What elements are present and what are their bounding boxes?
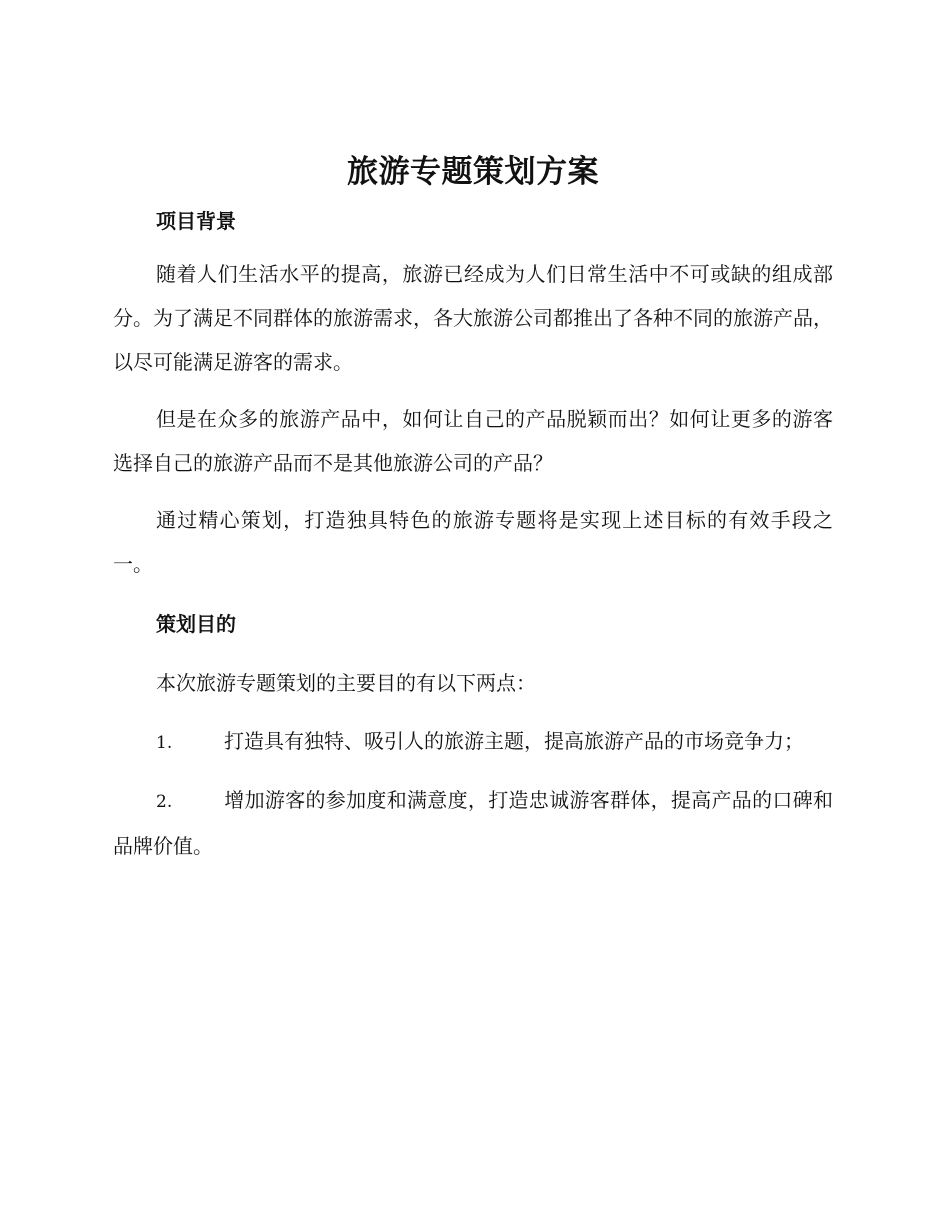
objectives-intro: 本次旅游专题策划的主要目的有以下两点： bbox=[156, 671, 536, 695]
list-item-text: 增加游客的参加度和满意度，打造忠诚游客群体，提高产品的口碑和品牌价值。 bbox=[113, 788, 833, 858]
background-paragraph-1: 随着人们生活水平的提高，旅游已经成为人们日常生活中不可或缺的组成部分。为了满足不同群体的旅游需求，各大旅游公司都推出了各种不同的旅游产品，以尽可能满足游客的需求。 bbox=[113, 262, 833, 374]
list-item-number: 2. bbox=[156, 792, 173, 812]
list-item bbox=[113, 778, 833, 868]
document-title: 旅游专题策划方案 bbox=[347, 154, 599, 190]
section-heading-objectives: 策划目的 bbox=[156, 612, 236, 636]
document-body bbox=[113, 148, 833, 881]
list-item bbox=[113, 719, 833, 765]
background-paragraph-3: 通过精心策划，打造独具特色的旅游专题将是实现上述目标的有效手段之一。 bbox=[113, 508, 833, 576]
list-item-text: 打造具有独特、吸引人的旅游主题，提高旅游产品的市场竞争力； bbox=[224, 729, 804, 753]
list-item-number: 1. bbox=[156, 733, 173, 753]
section-heading-background: 项目背景 bbox=[156, 209, 236, 233]
background-paragraph-2: 但是在众多的旅游产品中，如何让自己的产品脱颖而出？如何让更多的游客选择自己的旅游产品而不是其他旅游公司的产品？ bbox=[113, 407, 833, 475]
